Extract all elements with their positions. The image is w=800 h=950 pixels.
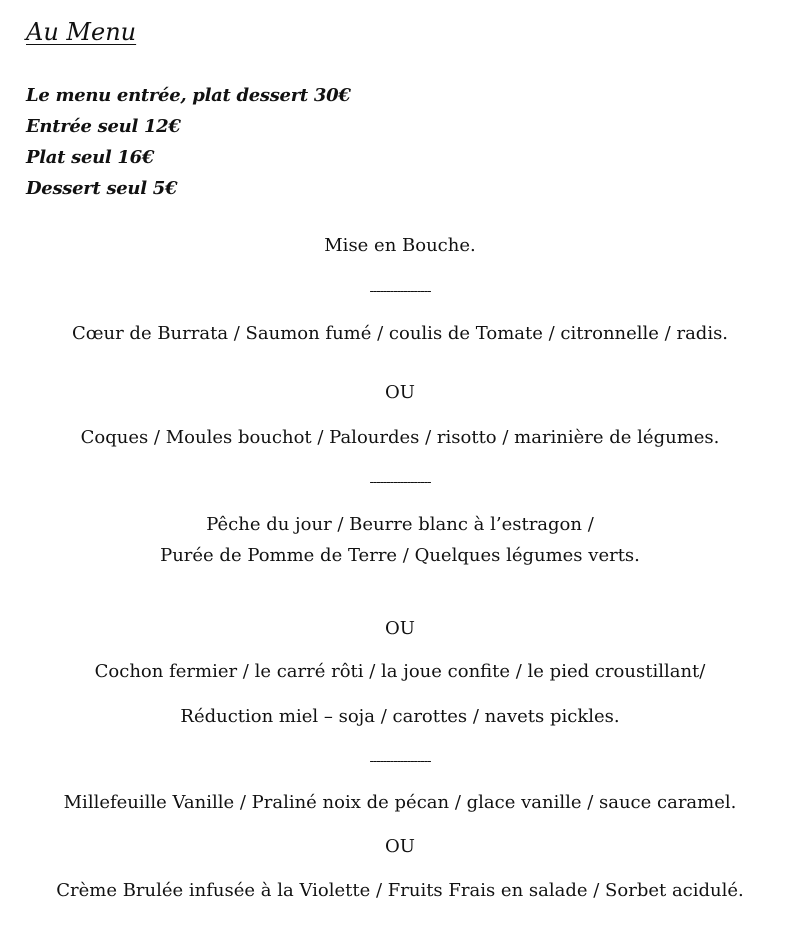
separator: ------------------ — [369, 284, 431, 299]
dessert-option-2: Crème Brulée infusée à la Violette / Fruits Frais en salade / Sorbet acidulé. — [56, 880, 744, 901]
dessert-option-1: Millefeuille Vanille / Praliné noix de pécan / glace vanille / sauce caramel. — [63, 792, 737, 813]
mise-en-bouche: Mise en Bouche. — [324, 235, 476, 256]
plat-fish-line-2: Purée de Pomme de Terre / Quelques légumes verts. — [160, 545, 640, 566]
plat-pork-line-1: Cochon fermier / le carré rôti / la joue confite / le pied croustillant/ — [94, 661, 706, 682]
plat-pork-line-2: Réduction miel – soja / carottes / navets pickles. — [180, 706, 620, 727]
price-entree: Entrée seul 12€ — [26, 116, 181, 137]
or-label: OU — [385, 382, 415, 403]
price-dessert: Dessert seul 5€ — [26, 178, 178, 199]
separator: ------------------ — [369, 754, 431, 769]
plat-fish-line-1: Pêche du jour / Beurre blanc à l’estragon / — [206, 514, 594, 535]
price-plat: Plat seul 16€ — [26, 147, 155, 168]
price-full-menu: Le menu entrée, plat dessert 30€ — [26, 85, 351, 106]
price-list — [26, 80, 351, 204]
or-label: OU — [385, 618, 415, 639]
separator: ------------------ — [369, 475, 431, 490]
entree-option-1: Cœur de Burrata / Saumon fumé / coulis de Tomate / citronnelle / radis. — [71, 323, 729, 344]
or-label: OU — [385, 836, 415, 857]
menu-title: Au Menu — [26, 18, 137, 46]
entree-option-2: Coques / Moules bouchot / Palourdes / risotto / marinière de légumes. — [80, 427, 720, 448]
